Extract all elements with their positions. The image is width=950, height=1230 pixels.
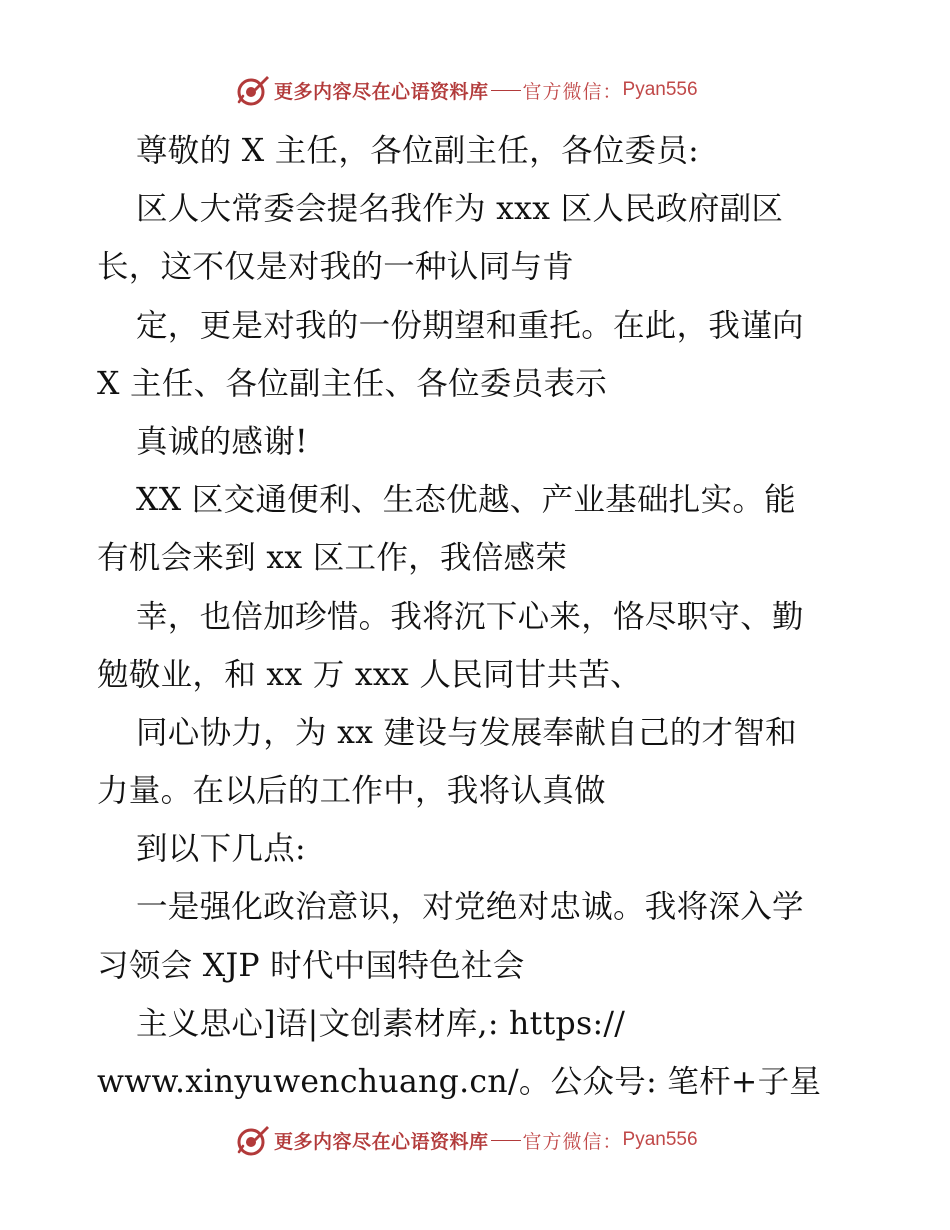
text-line: 力量。在以后的工作中，我将认真做 <box>97 773 606 810</box>
banner-wechat-id: Pyan556 <box>622 79 698 100</box>
text-line: 主义思心]语|文创素材库,: https:// <box>136 1005 626 1042</box>
text-line: 一是强化政治意识，对党绝对忠诚。我将深入学 <box>136 889 804 926</box>
text-line: 幸，也倍加珍惜。我将沉下心来，恪尽职守、勤 <box>136 598 804 635</box>
text-line: X 主任、各位副主任、各位委员表示 <box>97 365 608 402</box>
banner-wechat-id: Pyan556 <box>622 1129 698 1150</box>
banner-text: 更多内容尽在心语资料库 <box>274 80 489 103</box>
text-line: 有机会来到 xx 区工作，我倍感荣 <box>97 540 568 577</box>
text-line: 真诚的感谢! <box>136 423 308 460</box>
banner-dash <box>491 1140 521 1141</box>
banner-text: 更多内容尽在心语资料库 <box>274 1130 489 1153</box>
text-line: XX 区交通便利、生态优越、产业基础扎实。能 <box>136 482 796 519</box>
footer-watermark-banner <box>236 1122 698 1158</box>
pen-logo-icon <box>236 73 270 107</box>
banner-wechat-label: 官方微信： <box>522 1130 623 1153</box>
text-line: 到以下几点: <box>136 831 306 868</box>
text-line: 区人大常委会提名我作为 xxx 区人民政府副区 <box>136 191 784 228</box>
text-line: 定，更是对我的一份期望和重托。在此，我谨向 <box>136 307 804 344</box>
text-line: www.xinyuwenchuang.cn/。公众号: 笔杆+子星 <box>97 1064 822 1100</box>
text-line: 同心协力，为 xx 建设与发展奉献自己的才智和 <box>136 714 797 751</box>
document-body <box>97 122 867 1111</box>
text-line: 长，这不仅是对我的一种认同与肯 <box>97 249 575 286</box>
banner-wechat-label: 官方微信： <box>522 80 623 103</box>
text-line: 勉敬业，和 xx 万 xxx 人民同甘共苦、 <box>97 656 642 693</box>
pen-logo-icon <box>236 1123 270 1157</box>
text-line: 习领会 XJP 时代中国特色社会 <box>97 947 525 984</box>
text-line: 尊敬的 X 主任，各位副主任，各位委员: <box>136 133 700 169</box>
banner-dash <box>491 90 521 91</box>
header-watermark-banner <box>236 72 698 108</box>
